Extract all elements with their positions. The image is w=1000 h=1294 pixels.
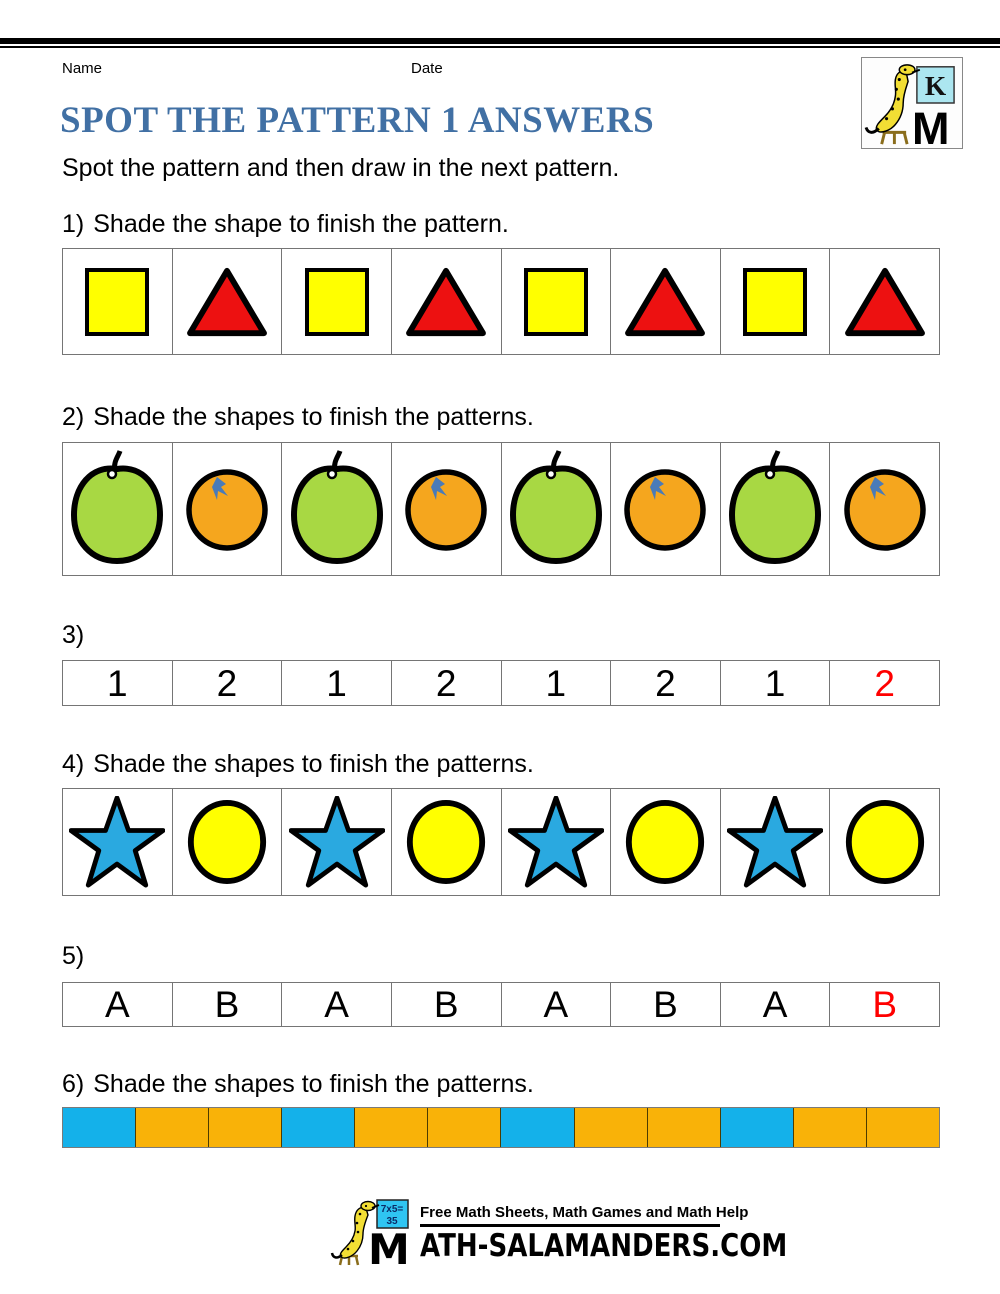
pattern-cell-value — [721, 661, 831, 705]
pattern-cell-triangle — [173, 249, 283, 354]
pattern-cell-circle — [611, 789, 721, 895]
green-apple-shape — [504, 449, 608, 569]
salamander-body-icon — [876, 71, 908, 132]
wordmark-m-letter: M — [368, 1225, 410, 1266]
pattern-cell-value — [830, 983, 939, 1026]
page-title: SPOT THE PATTERN 1 ANSWERS — [60, 100, 655, 141]
red-triangle-shape — [184, 265, 270, 339]
cell-value: 2 — [655, 662, 676, 704]
yellow-square-shape — [524, 268, 588, 336]
yellow-square-shape — [743, 268, 807, 336]
cell-value: 2 — [435, 662, 457, 704]
strip-cell-blue — [63, 1108, 136, 1147]
pattern-cell-value — [502, 983, 612, 1026]
yellow-circle-shape — [403, 797, 489, 887]
yellow-circle-shape — [842, 797, 928, 887]
salamander-body-icon — [340, 1207, 368, 1258]
pattern-cell-value — [392, 661, 502, 705]
date-label: Date — [411, 60, 443, 77]
pattern-cell-apple — [282, 443, 392, 575]
pattern-cell-square — [502, 249, 612, 354]
m-letter: M — [912, 103, 950, 148]
strip-cell-blue — [282, 1108, 355, 1147]
question-4-prompt: 4) Shade the shapes to finish the patterns. — [62, 750, 534, 778]
strip-cell-blue — [501, 1108, 574, 1147]
board-answer: 35 — [386, 1216, 398, 1227]
cell-value: B — [433, 984, 459, 1025]
green-apple-shape — [65, 449, 169, 569]
cell-value: 2 — [216, 662, 238, 704]
cell-value: A — [762, 984, 788, 1025]
strip-cell-orange — [136, 1108, 209, 1147]
pattern-cell-square — [282, 249, 392, 354]
question-6-pattern-row — [62, 1107, 940, 1148]
pattern-cell-circle — [392, 789, 502, 895]
pattern-cell-value — [611, 983, 721, 1026]
question-5-prompt: 5) — [62, 942, 85, 970]
pattern-cell-star — [502, 789, 612, 895]
pattern-cell-orange — [392, 443, 502, 575]
orange-fruit-shape — [841, 465, 929, 553]
k-letter: K — [924, 71, 947, 102]
salamander-head-icon — [361, 1202, 375, 1211]
pattern-cell-star — [63, 789, 173, 895]
question-3-pattern-row — [62, 660, 940, 706]
pattern-cell-triangle — [611, 249, 721, 354]
pattern-cell-orange — [611, 443, 721, 575]
page-subtitle: Spot the pattern and then draw in the next pattern. — [62, 154, 620, 182]
yellow-circle-shape — [184, 797, 270, 887]
pattern-cell-apple — [721, 443, 831, 575]
strip-cell-orange — [867, 1108, 939, 1147]
orange-fruit-shape — [402, 465, 490, 553]
question-5-pattern-row — [62, 982, 940, 1027]
green-apple-shape — [285, 449, 389, 569]
footer-tagline: Free Math Sheets, Math Games and Math Help — [420, 1204, 749, 1221]
math-salamanders-k-logo — [861, 57, 963, 149]
strip-cell-orange — [575, 1108, 648, 1147]
question-1-prompt: 1) Shade the shape to finish the pattern. — [62, 210, 509, 238]
cell-value: 1 — [326, 662, 347, 704]
cell-value: 2 — [874, 662, 895, 704]
question-1-pattern-row — [62, 248, 940, 355]
pattern-cell-value — [721, 983, 831, 1026]
yellow-square-shape — [85, 268, 149, 336]
cell-value: 1 — [107, 662, 128, 704]
pattern-cell-value — [173, 661, 283, 705]
pattern-cell-square — [63, 249, 173, 354]
pattern-cell-orange — [173, 443, 283, 575]
question-4-pattern-row — [62, 788, 940, 896]
yellow-square-shape — [305, 268, 369, 336]
blue-star-shape — [727, 796, 823, 888]
question-3-prompt: 3) — [62, 621, 85, 649]
pattern-cell-circle — [830, 789, 939, 895]
question-2-pattern-row — [62, 442, 940, 576]
green-apple-shape — [723, 449, 827, 569]
pattern-cell-apple — [502, 443, 612, 575]
pattern-cell-square — [721, 249, 831, 354]
pattern-cell-triangle — [830, 249, 939, 354]
strip-cell-orange — [355, 1108, 428, 1147]
pattern-cell-value — [611, 661, 721, 705]
cell-value: A — [324, 984, 349, 1025]
blue-star-shape — [289, 796, 385, 888]
strip-cell-blue — [721, 1108, 794, 1147]
orange-fruit-shape — [621, 465, 709, 553]
footer — [330, 1198, 788, 1266]
pattern-cell-value — [63, 661, 173, 705]
strip-cell-orange — [209, 1108, 282, 1147]
pattern-cell-value — [282, 661, 392, 705]
pattern-cell-orange — [830, 443, 939, 575]
red-triangle-shape — [403, 265, 489, 339]
question-2-prompt: 2) Shade the shapes to finish the patterns. — [62, 403, 534, 431]
name-label: Name — [62, 60, 103, 77]
footer-divider — [420, 1224, 720, 1227]
blue-star-shape — [69, 796, 165, 888]
strip-cell-orange — [794, 1108, 867, 1147]
yellow-circle-shape — [622, 797, 708, 887]
footer-salamander-logo — [330, 1198, 416, 1266]
pattern-cell-value — [173, 983, 283, 1026]
pattern-cell-value — [63, 983, 173, 1026]
cell-value: A — [543, 984, 569, 1025]
pattern-cell-apple — [63, 443, 173, 575]
salamander-k-icon — [862, 58, 962, 148]
pattern-cell-value — [282, 983, 392, 1026]
pattern-cell-circle — [173, 789, 283, 895]
cell-value: A — [104, 984, 130, 1025]
salamander-board-icon — [330, 1198, 416, 1266]
pattern-cell-star — [721, 789, 831, 895]
pattern-cell-value — [502, 661, 612, 705]
board-equation: 7x5= — [380, 1204, 404, 1215]
blue-star-shape — [508, 796, 604, 888]
pattern-cell-star — [282, 789, 392, 895]
pattern-cell-value — [830, 661, 939, 705]
red-triangle-shape — [842, 265, 928, 339]
top-rule — [0, 38, 1000, 48]
footer-text-block — [420, 1198, 788, 1264]
strip-cell-orange — [428, 1108, 501, 1147]
orange-fruit-shape — [183, 465, 271, 553]
cell-value: 1 — [764, 662, 786, 704]
pattern-cell-value — [392, 983, 502, 1026]
cell-value: B — [653, 984, 678, 1025]
cell-value: 1 — [545, 662, 567, 704]
red-triangle-shape — [622, 265, 708, 339]
cell-value: B — [214, 984, 240, 1025]
question-6-prompt: 6) Shade the shapes to finish the patterns. — [62, 1070, 534, 1098]
strip-cell-orange — [648, 1108, 721, 1147]
cell-value: B — [872, 984, 898, 1025]
pattern-cell-triangle — [392, 249, 502, 354]
site-wordmark: ATH-SALAMANDERS.COM — [420, 1228, 788, 1264]
stool-icon — [882, 132, 907, 144]
